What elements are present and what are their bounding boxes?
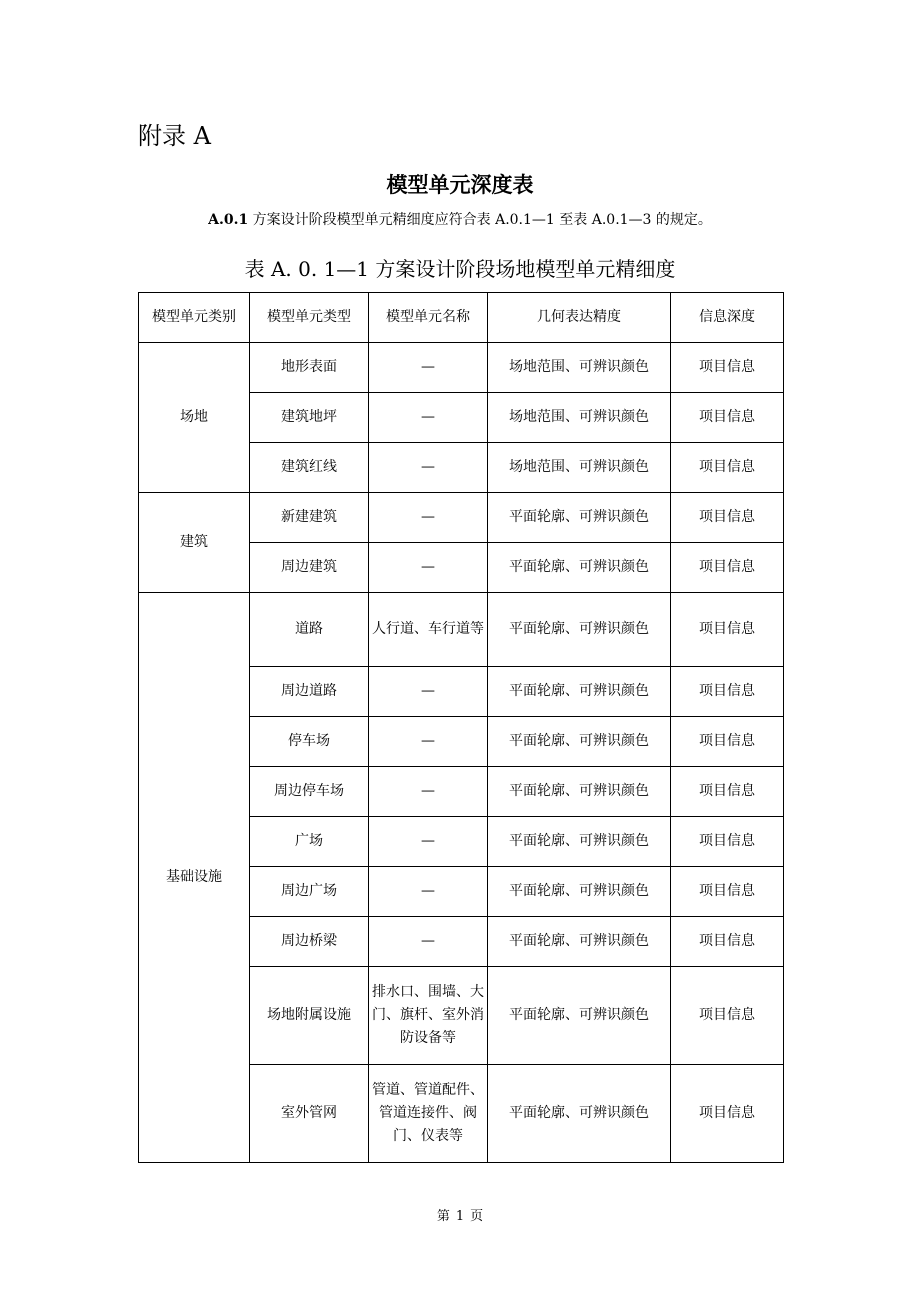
info-cell: 项目信息 xyxy=(671,917,784,967)
type-cell: 地形表面 xyxy=(250,343,369,393)
name-cell: 管道、管道配件、管道连接件、阀门、仪表等 xyxy=(369,1065,488,1163)
geometry-cell: 平面轮廓、可辨识颜色 xyxy=(488,493,671,543)
name-cell: — xyxy=(369,443,488,493)
name-cell: 人行道、车行道等 xyxy=(369,593,488,667)
footer-prefix: 第 xyxy=(436,1209,450,1224)
name-cell: 排水口、围墙、大门、旗杆、室外消防设备等 xyxy=(369,967,488,1065)
info-cell: 项目信息 xyxy=(671,443,784,493)
geometry-cell: 平面轮廓、可辨识颜色 xyxy=(488,593,671,667)
info-cell: 项目信息 xyxy=(671,543,784,593)
type-cell: 周边道路 xyxy=(250,667,369,717)
table-caption: 表 A. 0. 1—1 方案设计阶段场地模型单元精细度 xyxy=(244,257,676,281)
category-cell: 建筑 xyxy=(139,493,250,593)
type-cell: 室外管网 xyxy=(250,1065,369,1163)
type-cell: 周边建筑 xyxy=(250,543,369,593)
clause-number: A.0.1 xyxy=(208,212,249,228)
clause-text: 方案设计阶段模型单元精细度应符合表 A.0.1—1 至表 A.0.1—3 的规定。 xyxy=(252,212,712,228)
info-cell: 项目信息 xyxy=(671,667,784,717)
geometry-cell: 平面轮廓、可辨识颜色 xyxy=(488,1065,671,1163)
info-cell: 项目信息 xyxy=(671,493,784,543)
type-cell: 新建建筑 xyxy=(250,493,369,543)
geometry-cell: 场地范围、可辨识颜色 xyxy=(488,393,671,443)
geometry-cell: 平面轮廓、可辨识颜色 xyxy=(488,767,671,817)
geometry-cell: 平面轮廓、可辨识颜色 xyxy=(488,667,671,717)
header-cell: 几何表达精度 xyxy=(488,293,671,343)
header-cell: 模型单元类型 xyxy=(250,293,369,343)
name-cell: — xyxy=(369,343,488,393)
type-cell: 建筑红线 xyxy=(250,443,369,493)
type-cell: 场地附属设施 xyxy=(250,967,369,1065)
geometry-cell: 场地范围、可辨识颜色 xyxy=(488,443,671,493)
name-cell: — xyxy=(369,667,488,717)
category-cell: 场地 xyxy=(139,343,250,493)
name-cell: — xyxy=(369,543,488,593)
page-footer xyxy=(0,1207,920,1227)
appendix-heading: 附录 A xyxy=(138,122,211,150)
info-cell: 项目信息 xyxy=(671,393,784,443)
clause-paragraph xyxy=(0,210,920,230)
geometry-cell: 平面轮廓、可辨识颜色 xyxy=(488,543,671,593)
header-cell: 信息深度 xyxy=(671,293,784,343)
info-cell: 项目信息 xyxy=(671,343,784,393)
info-cell: 项目信息 xyxy=(671,817,784,867)
type-cell: 建筑地坪 xyxy=(250,393,369,443)
info-cell: 项目信息 xyxy=(671,1065,784,1163)
name-cell: — xyxy=(369,393,488,443)
name-cell: — xyxy=(369,767,488,817)
document-title: 模型单元深度表 xyxy=(386,173,534,197)
geometry-cell: 平面轮廓、可辨识颜色 xyxy=(488,917,671,967)
table-header-row xyxy=(139,293,784,343)
name-cell: — xyxy=(369,717,488,767)
info-cell: 项目信息 xyxy=(671,717,784,767)
table-row xyxy=(139,343,784,393)
geometry-cell: 平面轮廓、可辨识颜色 xyxy=(488,817,671,867)
type-cell: 周边停车场 xyxy=(250,767,369,817)
header-cell: 模型单元名称 xyxy=(369,293,488,343)
geometry-cell: 平面轮廓、可辨识颜色 xyxy=(488,867,671,917)
type-cell: 停车场 xyxy=(250,717,369,767)
table-row xyxy=(139,593,784,667)
geometry-cell: 平面轮廓、可辨识颜色 xyxy=(488,967,671,1065)
type-cell: 道路 xyxy=(250,593,369,667)
name-cell: — xyxy=(369,917,488,967)
spec-table xyxy=(138,292,784,1163)
name-cell: — xyxy=(369,867,488,917)
table-row xyxy=(139,493,784,543)
info-cell: 项目信息 xyxy=(671,967,784,1065)
header-cell: 模型单元类别 xyxy=(139,293,250,343)
page-number: 1 xyxy=(455,1209,465,1224)
type-cell: 周边桥梁 xyxy=(250,917,369,967)
name-cell: — xyxy=(369,817,488,867)
footer-suffix: 页 xyxy=(470,1209,484,1224)
type-cell: 周边广场 xyxy=(250,867,369,917)
type-cell: 广场 xyxy=(250,817,369,867)
info-cell: 项目信息 xyxy=(671,767,784,817)
category-cell: 基础设施 xyxy=(139,593,250,1163)
name-cell: — xyxy=(369,493,488,543)
geometry-cell: 场地范围、可辨识颜色 xyxy=(488,343,671,393)
geometry-cell: 平面轮廓、可辨识颜色 xyxy=(488,717,671,767)
info-cell: 项目信息 xyxy=(671,867,784,917)
info-cell: 项目信息 xyxy=(671,593,784,667)
